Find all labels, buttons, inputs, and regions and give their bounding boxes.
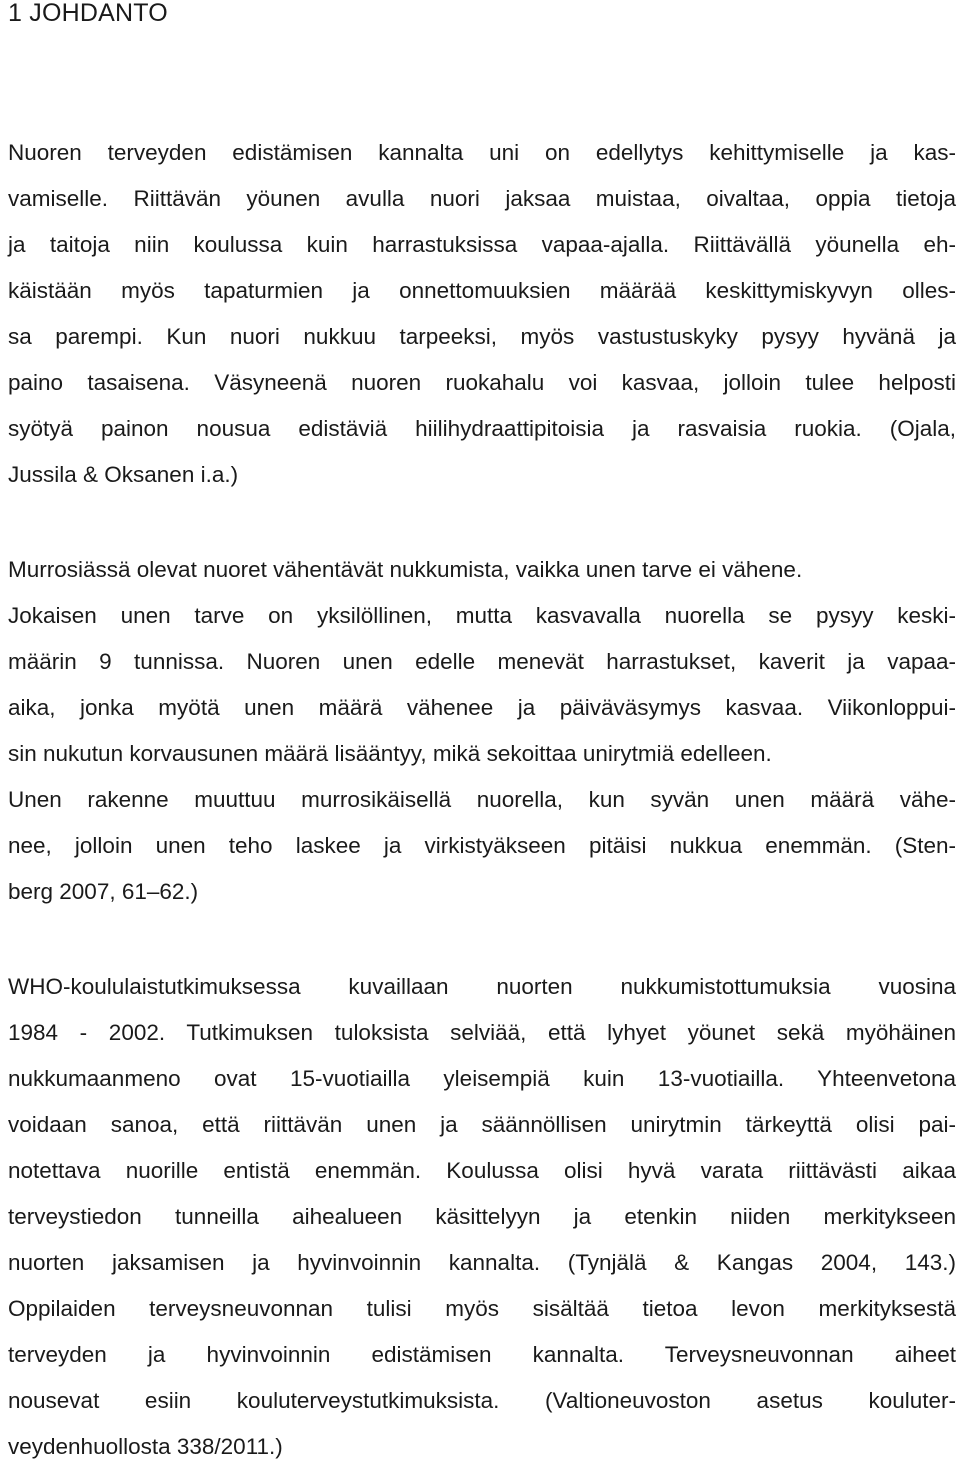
text-line: nousevat esiin kouluterveystutkimuksista. (Valtioneuvoston asetus kouluter-	[8, 1388, 956, 1413]
text-line: terveystiedon tunneilla aihealueen käsittelyyn ja etenkin niiden merkitykseen	[8, 1204, 956, 1229]
text-line: ja taitoja niin koulussa kuin harrastuksissa vapaa-ajalla. Riittävällä yöunella eh-	[8, 232, 956, 257]
text-line: vamiselle. Riittävän yöunen avulla nuori jaksaa muistaa, oivaltaa, oppia tietoja	[8, 186, 956, 211]
text-line: terveyden ja hyvinvoinnin edistämisen kannalta. Terveysneuvonnan aiheet	[8, 1342, 956, 1367]
paragraph-3	[8, 964, 956, 1470]
text-line: voidaan sanoa, että riittävän unen ja säännöllisen unirytmin tärkeyttä olisi pai-	[8, 1112, 956, 1137]
text-line: käistään myös tapaturmien ja onnettomuuksien määrää keskittymiskyvyn olles-	[8, 278, 956, 303]
text-line: Unen rakenne muuttuu murrosikäisellä nuorella, kun syvän unen määrä vähe-	[8, 787, 956, 812]
paragraph-2	[8, 547, 956, 915]
text-line: Nuoren terveyden edistämisen kannalta uni on edellytys kehittymiselle ja kas-	[8, 140, 956, 165]
text-line: Jussila & Oksanen i.a.)	[8, 462, 239, 487]
text-line: sa parempi. Kun nuori nukkuu tarpeeksi, myös vastustuskyky pysyy hyvänä ja	[8, 324, 956, 349]
text-line: 1984 - 2002. Tutkimuksen tuloksista selviää, että lyhyet yöunet sekä myöhäinen	[8, 1020, 956, 1045]
text-line: veydenhuollosta 338/2011.)	[8, 1434, 283, 1459]
text-line: sin nukutun korvausunen määrä lisääntyy, mikä sekoittaa unirytmiä edelleen.	[8, 741, 772, 766]
text-line: berg 2007, 61–62.)	[8, 879, 199, 904]
text-line: nee, jolloin unen teho laskee ja virkistyäkseen pitäisi nukkua enemmän. (Sten-	[8, 833, 956, 858]
text-line: nuorten jaksamisen ja hyvinvoinnin kannalta. (Tynjälä & Kangas 2004, 143.)	[8, 1250, 956, 1275]
text-line: aika, jonka myötä unen määrä vähenee ja päiväväsymys kasvaa. Viikonloppui-	[8, 695, 956, 720]
paragraph-1	[8, 130, 956, 498]
text-line: paino tasaisena. Väsyneenä nuoren ruokahalu voi kasvaa, jolloin tulee helposti	[8, 370, 956, 395]
text-line: syötyä painon nousua edistäviä hiilihydraattipitoisia ja rasvaisia ruokia. (Ojala,	[8, 416, 956, 441]
text-line: notettava nuorille entistä enemmän. Koulussa olisi hyvä varata riittävästi aikaa	[8, 1158, 956, 1183]
text-line: nukkumaanmeno ovat 15-vuotiailla yleisempiä kuin 13-vuotiailla. Yhteenvetona	[8, 1066, 956, 1091]
text-line: Jokaisen unen tarve on yksilöllinen, mutta kasvavalla nuorella se pysyy keski-	[8, 603, 956, 628]
chapter-heading: 1 JOHDANTO	[8, 0, 168, 27]
text-line: määrin 9 tunnissa. Nuoren unen edelle menevät harrastukset, kaverit ja vapaa-	[8, 649, 956, 674]
text-line: Murrosiässä olevat nuoret vähentävät nukkumista, vaikka unen tarve ei vähene.	[8, 557, 803, 582]
text-line: Oppilaiden terveysneuvonnan tulisi myös sisältää tietoa levon merkityksestä	[8, 1296, 956, 1321]
text-line: WHO-koululaistutkimuksessa kuvaillaan nuorten nukkumistottumuksia vuosina	[8, 974, 956, 999]
